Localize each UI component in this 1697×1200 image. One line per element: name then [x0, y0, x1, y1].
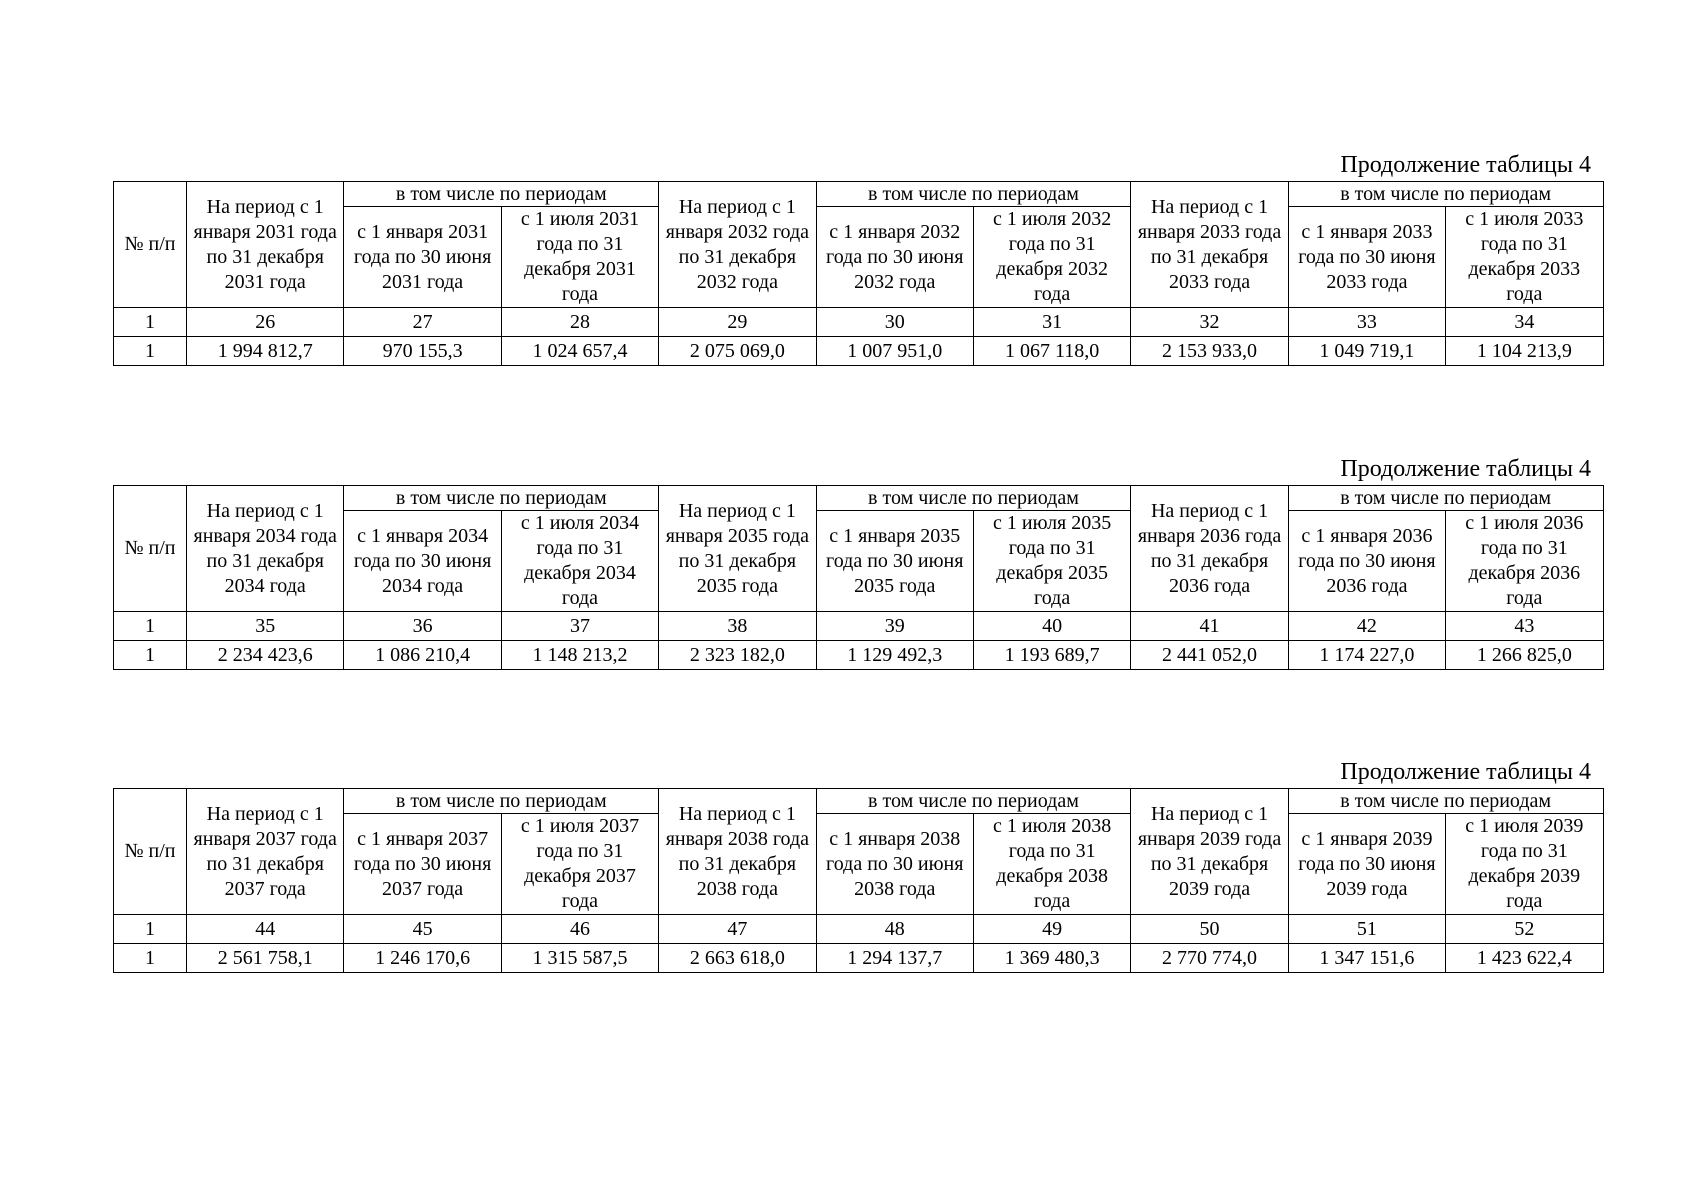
column-index-cell: 31 — [973, 308, 1130, 337]
column-index-cell: 1 — [114, 612, 187, 641]
column-index-cell: 39 — [816, 612, 973, 641]
column-index-cell: 37 — [501, 612, 658, 641]
subperiods-header: в том числе по периодам — [816, 182, 1131, 207]
column-index-cell: 41 — [1131, 612, 1288, 641]
second-half-header: с 1 июля 2033 года по 31 декабря 2033 года — [1446, 207, 1603, 308]
value-cell: 1 — [114, 641, 187, 670]
data-table — [113, 788, 1604, 973]
column-index-cell: 35 — [187, 612, 344, 641]
column-index-cell: 26 — [187, 308, 344, 337]
table-section-2 — [113, 456, 1603, 670]
subperiods-header: в том числе по периодам — [344, 789, 659, 814]
column-index-row — [114, 612, 1604, 641]
column-index-cell: 43 — [1446, 612, 1603, 641]
value-cell: 2 663 618,0 — [659, 944, 816, 973]
column-index-cell: 49 — [973, 915, 1130, 944]
second-half-header: с 1 июля 2037 года по 31 декабря 2037 года — [501, 814, 658, 915]
column-index-cell: 36 — [344, 612, 501, 641]
period-total-header: На период с 1 января 2037 года по 31 декабря 2037 года — [187, 789, 344, 915]
column-index-cell: 47 — [659, 915, 816, 944]
value-cell: 2 561 758,1 — [187, 944, 344, 973]
first-half-header: с 1 января 2034 года по 30 июня 2034 года — [344, 511, 501, 612]
first-half-header: с 1 января 2031 года по 30 июня 2031 года — [344, 207, 501, 308]
value-cell: 1 423 622,4 — [1446, 944, 1603, 973]
table-caption: Продолжение таблицы 4 — [1340, 456, 1591, 482]
value-cell: 970 155,3 — [344, 337, 501, 366]
table-section-3 — [113, 759, 1603, 973]
first-half-header: с 1 января 2033 года по 30 июня 2033 года — [1288, 207, 1445, 308]
table-row — [114, 337, 1604, 366]
column-index-cell: 42 — [1288, 612, 1445, 641]
column-index-cell: 52 — [1446, 915, 1603, 944]
subperiods-header: в том числе по периодам — [816, 789, 1131, 814]
subperiods-header: в том числе по периодам — [1288, 182, 1603, 207]
second-half-header: с 1 июля 2032 года по 31 декабря 2032 года — [973, 207, 1130, 308]
value-cell: 1 129 492,3 — [816, 641, 973, 670]
subperiods-header: в том числе по периодам — [1288, 789, 1603, 814]
value-cell: 1 369 480,3 — [973, 944, 1130, 973]
row-number-header: № п/п — [114, 789, 187, 915]
value-cell: 1 246 170,6 — [344, 944, 501, 973]
value-cell: 1 — [114, 944, 187, 973]
second-half-header: с 1 июля 2035 года по 31 декабря 2035 года — [973, 511, 1130, 612]
subperiods-header: в том числе по периодам — [344, 182, 659, 207]
data-table — [113, 485, 1604, 670]
value-cell: 1 994 812,7 — [187, 337, 344, 366]
subperiods-header: в том числе по периодам — [1288, 486, 1603, 511]
column-index-cell: 45 — [344, 915, 501, 944]
column-index-cell: 30 — [816, 308, 973, 337]
first-half-header: с 1 января 2035 года по 30 июня 2035 года — [816, 511, 973, 612]
period-total-header: На период с 1 января 2039 года по 31 декабря 2039 года — [1131, 789, 1288, 915]
period-total-header: На период с 1 января 2035 года по 31 декабря 2035 года — [659, 486, 816, 612]
table-section-1 — [113, 152, 1603, 366]
column-index-cell: 28 — [501, 308, 658, 337]
first-half-header: с 1 января 2038 года по 30 июня 2038 года — [816, 814, 973, 915]
value-cell: 1 049 719,1 — [1288, 337, 1445, 366]
first-half-header: с 1 января 2037 года по 30 июня 2037 года — [344, 814, 501, 915]
value-cell: 1 294 137,7 — [816, 944, 973, 973]
value-cell: 1 007 951,0 — [816, 337, 973, 366]
data-table — [113, 181, 1604, 366]
period-total-header: На период с 1 января 2036 года по 31 декабря 2036 года — [1131, 486, 1288, 612]
column-index-cell: 34 — [1446, 308, 1603, 337]
column-index-row — [114, 308, 1604, 337]
column-index-cell: 38 — [659, 612, 816, 641]
column-index-cell: 44 — [187, 915, 344, 944]
value-cell: 1 315 587,5 — [501, 944, 658, 973]
value-cell: 1 104 213,9 — [1446, 337, 1603, 366]
column-index-cell: 50 — [1131, 915, 1288, 944]
first-half-header: с 1 января 2036 года по 30 июня 2036 года — [1288, 511, 1445, 612]
period-total-header: На период с 1 января 2033 года по 31 декабря 2033 года — [1131, 182, 1288, 308]
column-index-cell: 46 — [501, 915, 658, 944]
value-cell: 1 024 657,4 — [501, 337, 658, 366]
column-index-cell: 40 — [973, 612, 1130, 641]
value-cell: 1 347 151,6 — [1288, 944, 1445, 973]
value-cell: 2 770 774,0 — [1131, 944, 1288, 973]
column-index-cell: 1 — [114, 308, 187, 337]
value-cell: 1 266 825,0 — [1446, 641, 1603, 670]
value-cell: 1 — [114, 337, 187, 366]
column-index-cell: 48 — [816, 915, 973, 944]
column-index-row — [114, 915, 1604, 944]
value-cell: 2 075 069,0 — [659, 337, 816, 366]
subperiods-header: в том числе по периодам — [344, 486, 659, 511]
value-cell: 1 086 210,4 — [344, 641, 501, 670]
second-half-header: с 1 июля 2036 года по 31 декабря 2036 года — [1446, 511, 1603, 612]
value-cell: 2 153 933,0 — [1131, 337, 1288, 366]
row-number-header: № п/п — [114, 182, 187, 308]
table-row — [114, 641, 1604, 670]
table-caption: Продолжение таблицы 4 — [1340, 152, 1591, 178]
table-row — [114, 944, 1604, 973]
value-cell: 1 174 227,0 — [1288, 641, 1445, 670]
subperiods-header: в том числе по периодам — [816, 486, 1131, 511]
period-total-header: На период с 1 января 2034 года по 31 декабря 2034 года — [187, 486, 344, 612]
column-index-cell: 29 — [659, 308, 816, 337]
second-half-header: с 1 июля 2039 года по 31 декабря 2039 года — [1446, 814, 1603, 915]
period-total-header: На период с 1 января 2031 года по 31 декабря 2031 года — [187, 182, 344, 308]
value-cell: 1 067 118,0 — [973, 337, 1130, 366]
value-cell: 2 234 423,6 — [187, 641, 344, 670]
first-half-header: с 1 января 2039 года по 30 июня 2039 года — [1288, 814, 1445, 915]
column-index-cell: 51 — [1288, 915, 1445, 944]
second-half-header: с 1 июля 2034 года по 31 декабря 2034 года — [501, 511, 658, 612]
table-caption: Продолжение таблицы 4 — [1340, 759, 1591, 785]
value-cell: 2 323 182,0 — [659, 641, 816, 670]
value-cell: 1 148 213,2 — [501, 641, 658, 670]
value-cell: 1 193 689,7 — [973, 641, 1130, 670]
second-half-header: с 1 июля 2038 года по 31 декабря 2038 года — [973, 814, 1130, 915]
first-half-header: с 1 января 2032 года по 30 июня 2032 года — [816, 207, 973, 308]
second-half-header: с 1 июля 2031 года по 31 декабря 2031 года — [501, 207, 658, 308]
value-cell: 2 441 052,0 — [1131, 641, 1288, 670]
column-index-cell: 1 — [114, 915, 187, 944]
row-number-header: № п/п — [114, 486, 187, 612]
column-index-cell: 33 — [1288, 308, 1445, 337]
period-total-header: На период с 1 января 2032 года по 31 декабря 2032 года — [659, 182, 816, 308]
column-index-cell: 32 — [1131, 308, 1288, 337]
period-total-header: На период с 1 января 2038 года по 31 декабря 2038 года — [659, 789, 816, 915]
column-index-cell: 27 — [344, 308, 501, 337]
